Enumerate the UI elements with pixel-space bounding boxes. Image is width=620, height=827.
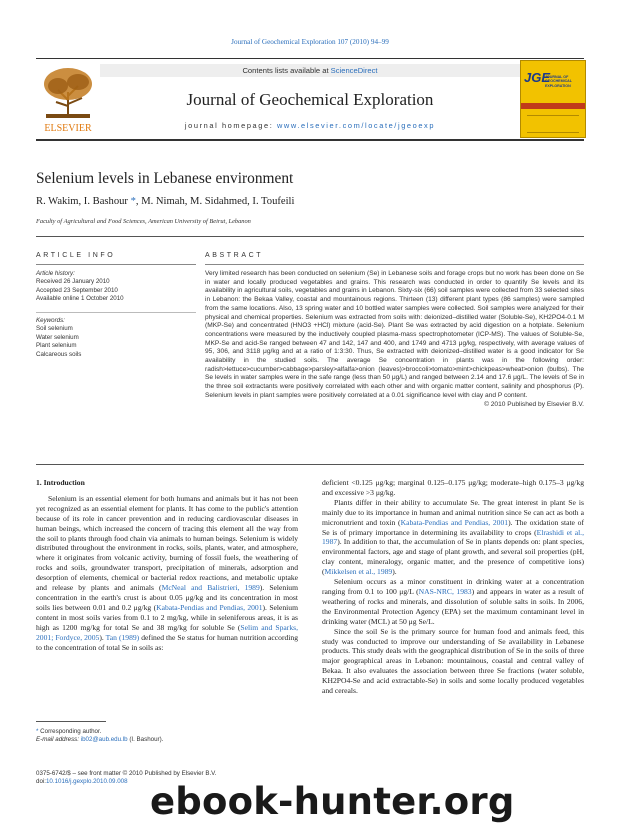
citation-link[interactable]: Kabata-Pendias and Pendias, 2001 — [400, 517, 509, 527]
citation-link[interactable]: Elrashidi et al., 1987 — [322, 527, 584, 547]
issn-line: 0375-6742/$ – see front matter © 2010 Published by Elsevier B.V. — [36, 770, 217, 777]
abstract-heading: ABSTRACT — [205, 252, 264, 259]
citation-link[interactable]: McNeal and Balistrieri, 1989 — [161, 583, 260, 593]
keyword-item: Soil selenium — [36, 325, 73, 333]
introduction-heading: 1. Introduction — [36, 478, 85, 487]
watermark: ebook-hunter.org — [150, 780, 515, 823]
divider — [36, 264, 196, 265]
article-authors — [36, 196, 294, 207]
citation-link[interactable]: Mikkelsen et al., 1989 — [324, 567, 393, 577]
history-online: Available online 1 October 2010 — [36, 295, 124, 303]
footnote-mark[interactable]: * — [36, 728, 39, 735]
article-title: Selenium levels in Lebanese environment — [36, 170, 294, 187]
contents-line — [100, 64, 520, 77]
abstract-text: Very limited research has been conducted on selenium (Se) in Lebanese soils and forage crops but no work has been done on Se in water and locally produced vegetables and grains. This research was conducted in order to quantify Se levels and its availability in agricultural soils, vegetables and grains in Lebanon. Sixty-six (66) soil samples were collected from 33 selected sites in Lebanon: the Bekaa Valley, coastal and mountainous regions. Thirteen (13) different plant types (86 samples) were sampled from the same locations. Also, 13 spring water and 10 bottled water samples were collected. Soil samples were analyzed for their physical and chemical properties. Selenium was extracted from soils with: deionized–distilled water (Soluble-Se), KH2PO4-0.1 M (MKP-Se) and concentrated (HNO3 +HCl) mixture (acid-Se). Plant Se was extracted by acid digestion on a hotplate. Selenium concentrations were measured by the inductively coupled plasma-mass spectrophotometer (ICP-MS). The values of Soluble-Se, MKP-Se and acid-Se ranged between 47 and 142, 147 and 400, and 1749 and 4713 μg/kg, respectively, with average values of 95, 306, and 3118 μg/kg and at a ratio of 1:3:30. Thus, Se extracted with deionized–distilled water is a good indicator for Se availability in the studied soils. The average Se concentration in plants was in the following order: radish>lettuce>cucumber>cabbage>parsley>alfalfa>onion (leaves)>broccoli>tomato>mint>chickpeas>wheat>onion (bulbs). The Se levels in water samples were in the safe range (less than 50 μg/L) and ranged between 2.14 and 17.6 μg/L. The levels of Se in the three soil extractants were positively correlated with each other and with organic matter content, salinity and phosphorus (P). Selenium levels in plant samples were positively correlated at a 0.01 significance level with clay and P content. — [205, 270, 585, 399]
keyword-item: Calcareous soils — [36, 350, 82, 358]
keywords — [36, 317, 196, 359]
body-right-column — [322, 478, 584, 696]
history-label: Article history: — [36, 270, 75, 277]
divider — [36, 236, 584, 237]
journal-title: Journal of Geochemical Exploration — [186, 90, 434, 109]
elsevier-tree-icon — [36, 62, 100, 134]
divider — [36, 312, 196, 313]
article-affiliation: Faculty of Agricultural and Food Sciences, American University of Beirut, Lebanon — [36, 218, 251, 225]
doi-link[interactable]: 10.1016/j.gexplo.2010.09.008 — [45, 778, 128, 785]
contents-prefix: Contents lists available at — [242, 66, 331, 75]
divider — [205, 264, 584, 265]
keyword-item: Plant selenium — [36, 342, 77, 350]
journal-cover-thumbnail[interactable] — [520, 60, 586, 138]
body-paragraph: Since the soil Se is the primary source for human food and animals feed, this study was conducted to improve our understanding of Se availability in Lebanese products. This study deals with the geographical distribution of Se in the soils of three major geographical areas in Lebanon: mountainous, coastal and central valley of Bekaa. It also evaluates the association between three Se fractions (water soluble, KH2PO4-Se and acid extractable-Se) in soils and some locally produced vegetables and cereals. — [322, 626, 584, 696]
authors-first: R. Wakim, I. Bashour — [36, 196, 131, 207]
homepage-link[interactable]: www.elsevier.com/locate/jgeoexp — [277, 121, 436, 130]
sciencedirect-link[interactable]: ScienceDirect — [330, 66, 378, 75]
abstract-copyright: © 2010 Published by Elsevier B.V. — [484, 400, 584, 408]
footnote — [36, 728, 298, 744]
citation-link[interactable]: Selim and Sparks, 2001; Fordyce, 2005 — [36, 622, 298, 642]
citation-link[interactable]: Tan (1989) — [105, 632, 140, 642]
authors-rest: , M. Nimah, M. Sidahmed, I. Toufeili — [135, 196, 295, 207]
corresponding-author-mark[interactable]: * — [130, 196, 136, 207]
history-accepted: Accepted 23 September 2010 — [36, 286, 118, 294]
article-info-heading: ARTICLE INFO — [36, 252, 116, 259]
keyword-item: Water selenium — [36, 333, 79, 341]
email-link[interactable]: ib02@aub.edu.lb — [80, 736, 128, 743]
citation-link[interactable]: NAS-NRC, 1983 — [418, 586, 472, 596]
footnote-corresponding: * Corresponding author. — [36, 728, 102, 735]
body-paragraph: deficient <0.125 μg/kg; marginal 0.125–0.175 μg/kg; moderate–high 0.175–3 μg/kg and excessive >3 μg/kg. — [322, 478, 584, 497]
journal-homepage — [100, 121, 520, 130]
body-left-column — [36, 478, 298, 652]
keywords-label: Keywords: — [36, 317, 65, 324]
journal-citation[interactable]: Journal of Geochemical Exploration 107 (2010) 94–99 — [231, 38, 389, 46]
article-history — [36, 270, 196, 304]
history-received: Received 26 January 2010 — [36, 278, 110, 286]
homepage-prefix: journal homepage: — [184, 121, 277, 130]
body-paragraph: Plants differ in their ability to accumulate Se. The great interest in plant Se is mainly due to its importance in human and animal nutrition since Se can act as both a micronutrient and toxin (Kabata-Pendias and Pendias, 2001). The oxidation state of Se is of primary importance in determining its availability to crops (Elrashidi et al., 1987). In addition to that, the accumulation of Se in plants depends on: plant species, environmental factors, age and stage of plant growth, and several soil properties (pH, clay content, mineralogy, organic matter, and the presence of competitive ions) (Mikkelsen et al., 1989). — [322, 497, 584, 577]
citation-link[interactable]: Kabata-Pendias and Pendias, 2001 — [156, 602, 263, 612]
abstract-body — [205, 270, 584, 409]
footnote-divider — [36, 721, 106, 722]
doi-line: doi:10.1016/j.gexplo.2010.09.008 — [36, 778, 128, 785]
footnote-email: E-mail address: ib02@aub.edu.lb (I. Bashour). — [36, 736, 164, 743]
elsevier-logo[interactable] — [36, 62, 100, 134]
cover-band — [521, 103, 585, 109]
body-paragraph: Selenium occurs as a minor constituent in drinking water at a concentration ranging from 0.1 to 100 μg/L (NAS-NRC, 1983) and appears in water as a result of weathering of rocks and minerals, and dissolution of soluble salts in soils. In 2006, the Environmental Protection Agency (EPA) set the maximum contaminant level in drinking water (MCL) at 50 μg Se/L. — [322, 577, 584, 626]
divider — [36, 464, 584, 465]
intro-paragraph: Selenium is an essential element for both humans and animals but it has not been yet recognized as an essential element for plants. It has come to the public's attention because of its role in cancer prevention and in reducing cardiovascular diseases in human beings, which increased the concern of tracing this element all the way from the soil to plants through food chain via animals to human beings. Selenium is widely distributed throughout the environment in rocks, soils, plants, water, and atmosphere, where it originates from volcanic activity, burning of fossil fuels, the weathering of rocks and soils, groundwater transport, precipitation of minerals, adsorption and desorption of elements, chemical or bacterial redox reactions, and metabolic uptake and release by plants and animals (McNeal and Balistrieri, 1989). Selenium concentration in the earth's crust is about 0.05 μg/kg and its concentration in most soils lies between 0.01 and 0.2 μg/kg (Kabata-Pendias and Pendias, 2001). Selenium content in most soils varies from 0.1 to 2 mg/kg, while in seleniferous areas, it is as high as 1200 mg/kg for total Se and 38 mg/kg for soluble Se (Selim and Sparks, 2001; Fordyce, 2005). Tan (1989) defined the Se status for human nutrition according to the concentration of total Se in soils as: — [36, 493, 299, 652]
cover-abbrev: JGE — [524, 70, 551, 85]
cover-lines — [527, 115, 579, 133]
cover-journal-name: JOURNAL OF GEOCHEMICAL EXPLORATION — [545, 75, 572, 88]
elsevier-wordmark: ELSEVIER — [44, 123, 92, 134]
